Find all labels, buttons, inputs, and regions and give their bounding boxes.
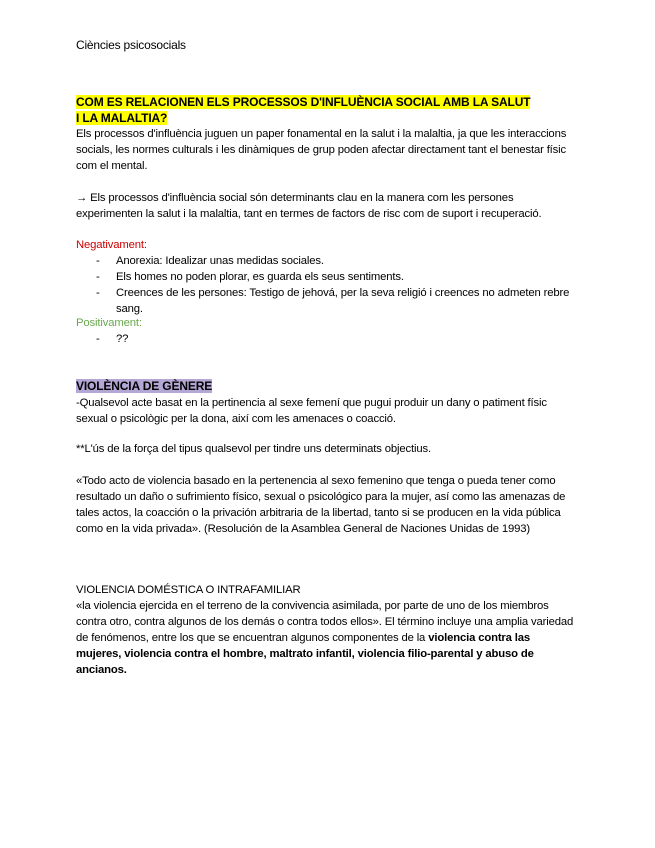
section2-heading-text: VIOLÈNCIA DE GÈNERE — [76, 379, 213, 393]
section3-bold-text: violencia contra las mujeres, violencia contra el hombre, maltrato infantil, violencia filio-parental y abuso de ancianos. — [76, 632, 534, 676]
section2-definition: -Qualsevol acte basat en la pertinencia al sexe femení que pugui produir un dany o patiment físic sexual o psicològic per la dona, així com les amenaces o coacció. — [76, 397, 547, 425]
positive-list — [76, 331, 576, 347]
section2-heading — [76, 378, 576, 395]
section1-heading-line1: COM ES RELACIONEN ELS PROCESSOS D'INFLUÈNCIA SOCIAL AMB LA SALUT — [76, 95, 531, 109]
negative-list — [76, 253, 576, 317]
list-item: - Creences de les persones: Testigo de jehová, per la seva religió i creences no admeten rebre sang. — [76, 285, 576, 317]
subject-header: Ciències psicosocials — [76, 38, 186, 52]
section3-plain-text: «la violencia ejercida en el terreno de la convivencia asimilada, por parte de uno de los miembros contra otro, contra algunos de los demás o contra todos ellos». El término incluye una amplia variedad de fenómenos, entre los que se encuentran algunos componentes de la — [76, 600, 574, 644]
section2-quote: «Todo acto de violencia basado en la pertenencia al sexo femenino que tenga o pueda tener como resultado un daño o sufrimiento físico, sexual o psicológico para la mujer, así como las amenazas de tales actos, la coacción o la privación arbitraria de la libertad, tanto si se producen en la vida pública como en la vida privada». (Resolución de la Asamblea General de Naciones Unidas de 1993) — [76, 475, 566, 535]
list-item: - ?? — [76, 331, 576, 347]
section2-note: **L'ús de la força del tipus qualsevol per tindre uns determinats objectius. — [76, 443, 431, 455]
section1-heading — [76, 94, 576, 126]
section1-heading-line2: I LA MALALTIA? — [76, 111, 168, 125]
negative-label: Negativament: — [76, 239, 147, 251]
section1-arrow-paragraph: → Els processos d'influència social són determinants clau en la manera com les persones experimenten la salut i la malaltia, tant en termes de factors de risc com de suport i recuperació. — [76, 192, 542, 220]
section3-text — [76, 598, 576, 678]
list-item: - Anorexia: Idealizar unas medidas sociales. — [76, 253, 576, 269]
list-item: - Els homes no poden plorar, es guarda els seus sentiments. — [76, 269, 576, 285]
positive-label: Positivament: — [76, 317, 142, 329]
section1-intro: Els processos d'influència juguen un paper fonamental en la salut i la malaltia, ja que les interaccions socials, les normes culturals i les dinàmiques de grup poden afectar directament tant el benestar físic com el mental. — [76, 128, 567, 172]
section3-heading: VIOLENCIA DOMÉSTICA O INTRAFAMILIAR — [76, 584, 301, 596]
